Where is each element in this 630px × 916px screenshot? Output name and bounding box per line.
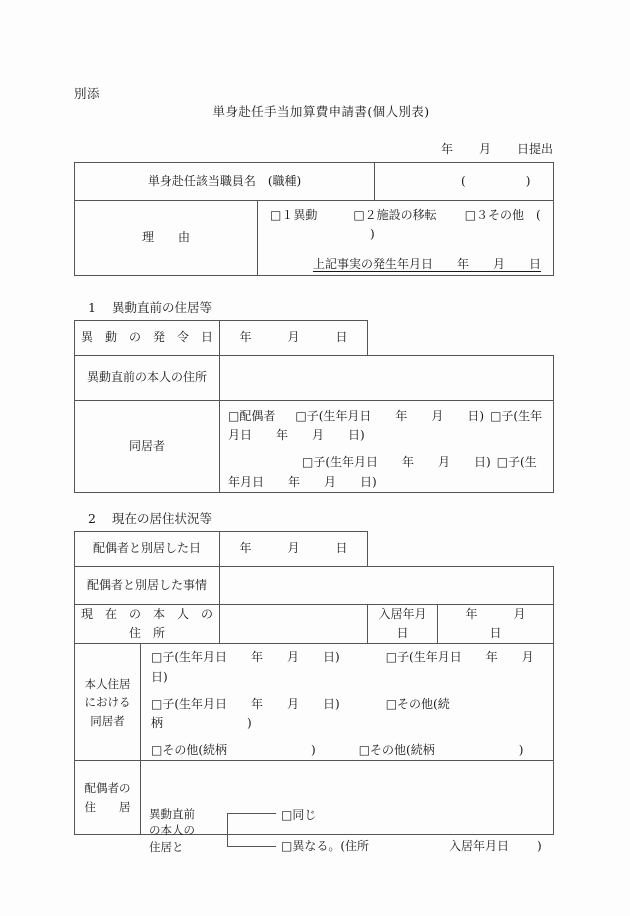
cohabitant-label: 同居者 bbox=[75, 401, 220, 493]
section1-order-date-table bbox=[74, 320, 368, 356]
same-option-label: □同じ bbox=[281, 807, 317, 822]
bracket-connector bbox=[227, 813, 276, 847]
cohabitant-row bbox=[75, 401, 554, 493]
different-option[interactable] bbox=[281, 837, 542, 856]
different-option-label: □異なる。(住所 bbox=[281, 838, 370, 853]
movein-date-label: 入居年月日 bbox=[368, 605, 438, 644]
current-other-checkbox-1[interactable]: □その他(続柄 ) bbox=[151, 696, 450, 730]
section2-number: 2 bbox=[88, 511, 96, 526]
cohabitant-options-cell[interactable] bbox=[220, 401, 554, 493]
section1-heading-text: 異動直前の住居等 bbox=[112, 300, 213, 315]
document-title-text: 単身赴任手当加算費申請書(個人別表) bbox=[212, 104, 430, 119]
employee-paren-close: ) bbox=[525, 173, 531, 188]
employee-paren-open: ( bbox=[461, 173, 466, 188]
prev-address-value[interactable] bbox=[220, 356, 554, 401]
child-checkbox-2[interactable]: □子(生年月日 年 月 日) bbox=[228, 409, 543, 443]
current-cohabitant-label-line3: 同居者 bbox=[90, 713, 125, 728]
current-child-checkbox-2[interactable]: □子(生年月日 年 月 日) bbox=[151, 650, 558, 684]
separation-date-value[interactable]: 年 月 日 bbox=[220, 532, 368, 567]
compare-prefix-line2: の本人の bbox=[149, 823, 195, 838]
submit-day-label: 日提出 bbox=[516, 142, 553, 156]
reason-label: 理 由 bbox=[75, 201, 258, 276]
current-address-value[interactable] bbox=[220, 605, 368, 644]
order-date-label: 異 動 の 発 令 日 bbox=[75, 321, 220, 356]
compare-prefix-line3: 住居と bbox=[149, 840, 184, 855]
separation-date-label: 配偶者と別居した日 bbox=[75, 532, 220, 567]
current-cohabitant-label-line2: における bbox=[84, 695, 131, 710]
reason-option-3[interactable]: □３その他 ( bbox=[464, 208, 541, 223]
applicant-table bbox=[74, 162, 554, 276]
reason-option-3-close: ) bbox=[370, 227, 375, 242]
section2-heading bbox=[88, 509, 212, 527]
separation-reason-row bbox=[75, 567, 554, 605]
child-checkbox-3[interactable]: □子(生年月日 年 月 日) bbox=[302, 455, 491, 470]
occurrence-date-label: 上記事実の発生年月日 年 月 日 bbox=[312, 256, 541, 271]
document-title bbox=[0, 102, 630, 120]
current-address-label: 現 在 の 本 人 の 住 所 bbox=[75, 605, 220, 644]
same-option[interactable] bbox=[281, 806, 316, 825]
current-cohabitant-label bbox=[75, 644, 141, 761]
compare-prefix-line1: 異動直前 bbox=[149, 806, 195, 821]
separation-date-row bbox=[75, 532, 368, 567]
attachment-label: 別添 bbox=[74, 86, 101, 101]
spouse-home-row bbox=[75, 761, 554, 835]
prev-address-row bbox=[75, 356, 554, 401]
section2-table bbox=[74, 566, 562, 855]
order-date-row bbox=[75, 321, 368, 356]
section1-table bbox=[74, 355, 554, 493]
current-cohabitant-row bbox=[75, 644, 554, 761]
child-checkbox-4[interactable]: □子(生年月日 年 月 日) bbox=[228, 455, 537, 489]
movein-date-value[interactable]: 年 月 日 bbox=[438, 605, 554, 644]
spouse-home-compare-cell[interactable] bbox=[141, 761, 554, 855]
reason-row bbox=[75, 201, 554, 276]
section2-heading-text: 現在の居住状況等 bbox=[112, 511, 213, 526]
prev-address-label: 異動直前の本人の住所 bbox=[75, 356, 220, 401]
spouse-checkbox[interactable]: □配偶者 bbox=[228, 409, 276, 423]
employee-name-label: 単身赴任該当職員名 (職種) bbox=[75, 163, 375, 201]
current-other-checkbox-3[interactable]: □その他(続柄 ) bbox=[358, 743, 524, 758]
reason-option-1[interactable]: □１異動 bbox=[270, 208, 318, 223]
different-option-close: ) bbox=[537, 838, 542, 853]
spouse-home-label bbox=[75, 761, 141, 835]
separation-reason-label: 配偶者と別居した事情 bbox=[75, 567, 220, 605]
section1-heading bbox=[88, 298, 212, 316]
separation-reason-value[interactable] bbox=[220, 567, 554, 605]
spouse-home-label-line2: 住 居 bbox=[84, 799, 131, 814]
child-checkbox-1[interactable]: □子(生年月日 年 月 日) bbox=[295, 409, 485, 423]
employee-name-row bbox=[75, 163, 554, 201]
employee-name-value-cell[interactable] bbox=[375, 163, 554, 201]
current-cohabitant-label-line1: 本人住居 bbox=[84, 676, 131, 691]
section2-separation-date-table bbox=[74, 531, 368, 567]
order-date-value[interactable]: 年 月 日 bbox=[220, 321, 368, 356]
current-address-row bbox=[75, 605, 554, 644]
submission-date-line bbox=[0, 140, 553, 157]
compare-prefix bbox=[149, 806, 195, 856]
current-cohabitant-options-cell[interactable] bbox=[141, 644, 558, 761]
reason-options-cell[interactable] bbox=[258, 201, 554, 276]
submit-year-label: 年 bbox=[440, 142, 453, 156]
submit-month-label: 月 bbox=[478, 142, 491, 156]
reason-option-2[interactable]: □２施設の移転 bbox=[353, 208, 437, 223]
current-child-checkbox-3[interactable]: □子(生年月日 年 月 日) bbox=[151, 696, 340, 711]
section1-number: 1 bbox=[88, 300, 96, 315]
current-other-checkbox-2[interactable]: □その他(続柄 ) bbox=[151, 743, 316, 758]
current-child-checkbox-1[interactable]: □子(生年月日 年 月 日) bbox=[151, 650, 340, 665]
spouse-home-label-line1: 配偶者の bbox=[84, 781, 131, 796]
different-movein-label: 入居年月日 bbox=[449, 838, 510, 853]
